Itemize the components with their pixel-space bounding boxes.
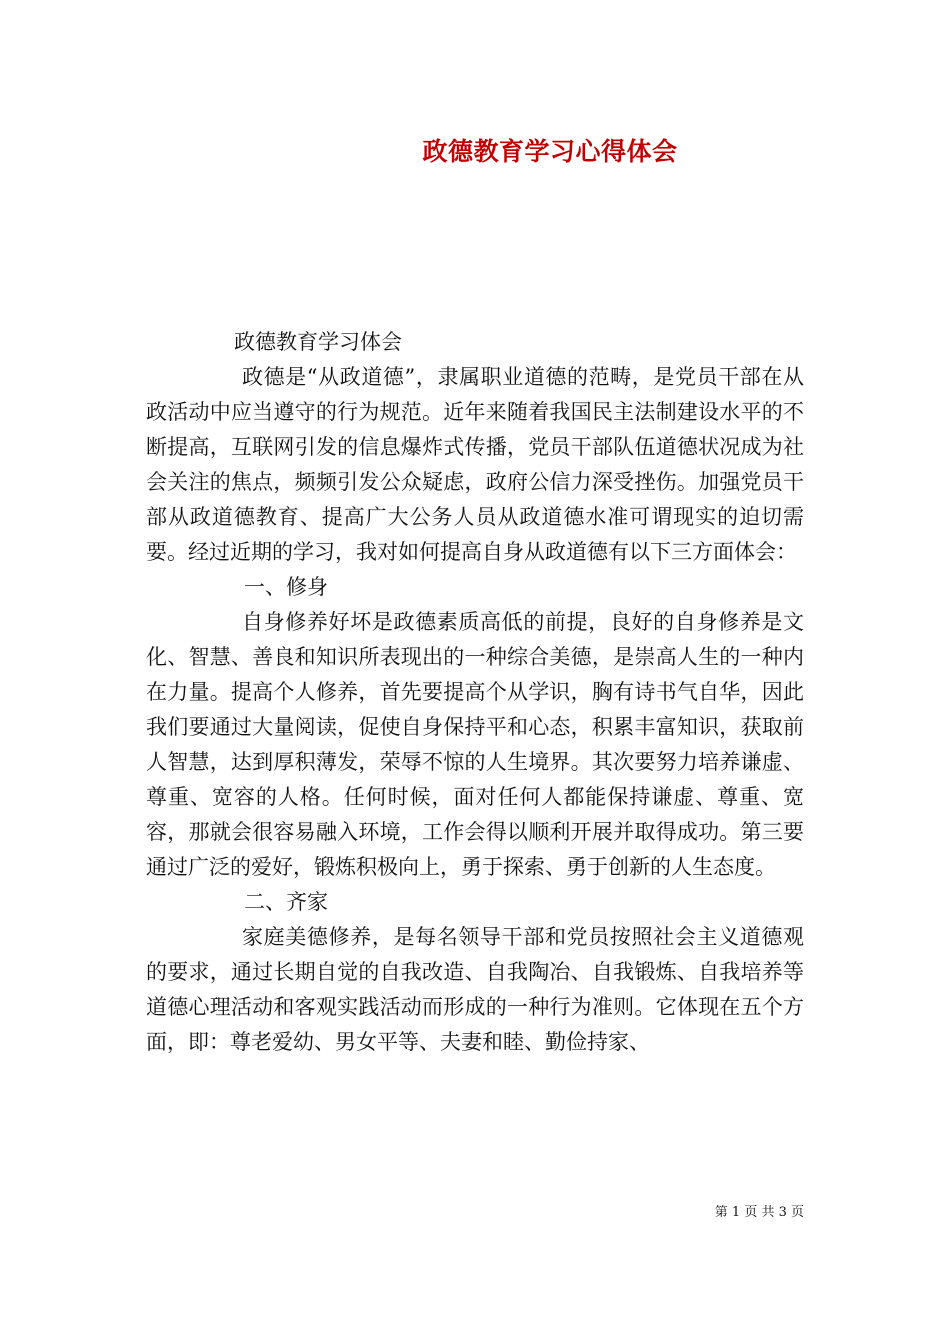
page-number: 第 1 页 共 3 页 — [714, 1205, 804, 1220]
section-paragraph-self-cultivation: 自身修养好坏是政德素质高低的前提，良好的自身修养是文化、智慧、善良和知识所表现出的一种综合美德，是崇高人生的一种内在力量。提高个人修养，首先要提高个从学识，胸有诗书气自华，因此我们要通过大量阅读，促使自身保持平和心态，积累丰富知识，获取前人智慧，达到厚积薄发，荣辱不惊的人生境界。其次要努力培养谦虚、尊重、宽容的人格。任何时候，面对任何人都能保持谦虚、尊重、宽容，那就会很容易融入环境，工作会得以顺利开展并取得成功。第三要通过广泛的爱好，锻炼积极向上，勇于探索、勇于创新的人生态度。 — [146, 610, 804, 879]
intro-paragraph: 政德是“从政道德”，隶属职业道德的范畴，是党员干部在从政活动中应当遵守的行为规范。近年来随着我国民主法制建设水平的不断提高，互联网引发的信息爆炸式传播，党员干部队伍道德状况成为社会关注的焦点，频频引发公众疑虑，政府公信力深受挫伤。加强党员干部从政道德教育、提高广大公务人员从政道德水准可谓现实的迫切需要。经过近期的学习，我对如何提高自身从政道德有以下三方面体会： — [146, 365, 804, 564]
section-paragraph-family: 家庭美德修养，是每名领导干部和党员按照社会主义道德观的要求，通过长期自觉的自我改造、自我陶冶、自我锻炼、自我培养等道德心理活动和客观实践活动而形成的一种行为准则。它体现在五个方面，即：尊老爱幼、男女平等、夫妻和睦、勤俭持家、 — [146, 925, 804, 1054]
document-subtitle: 政德教育学习体会 — [234, 330, 402, 354]
section-heading-family: 二、齐家 — [244, 890, 328, 914]
document-body — [146, 325, 804, 1060]
section-heading-self-cultivation: 一、修身 — [244, 575, 328, 599]
document-title: 政德教育学习心得体会 — [422, 137, 678, 166]
